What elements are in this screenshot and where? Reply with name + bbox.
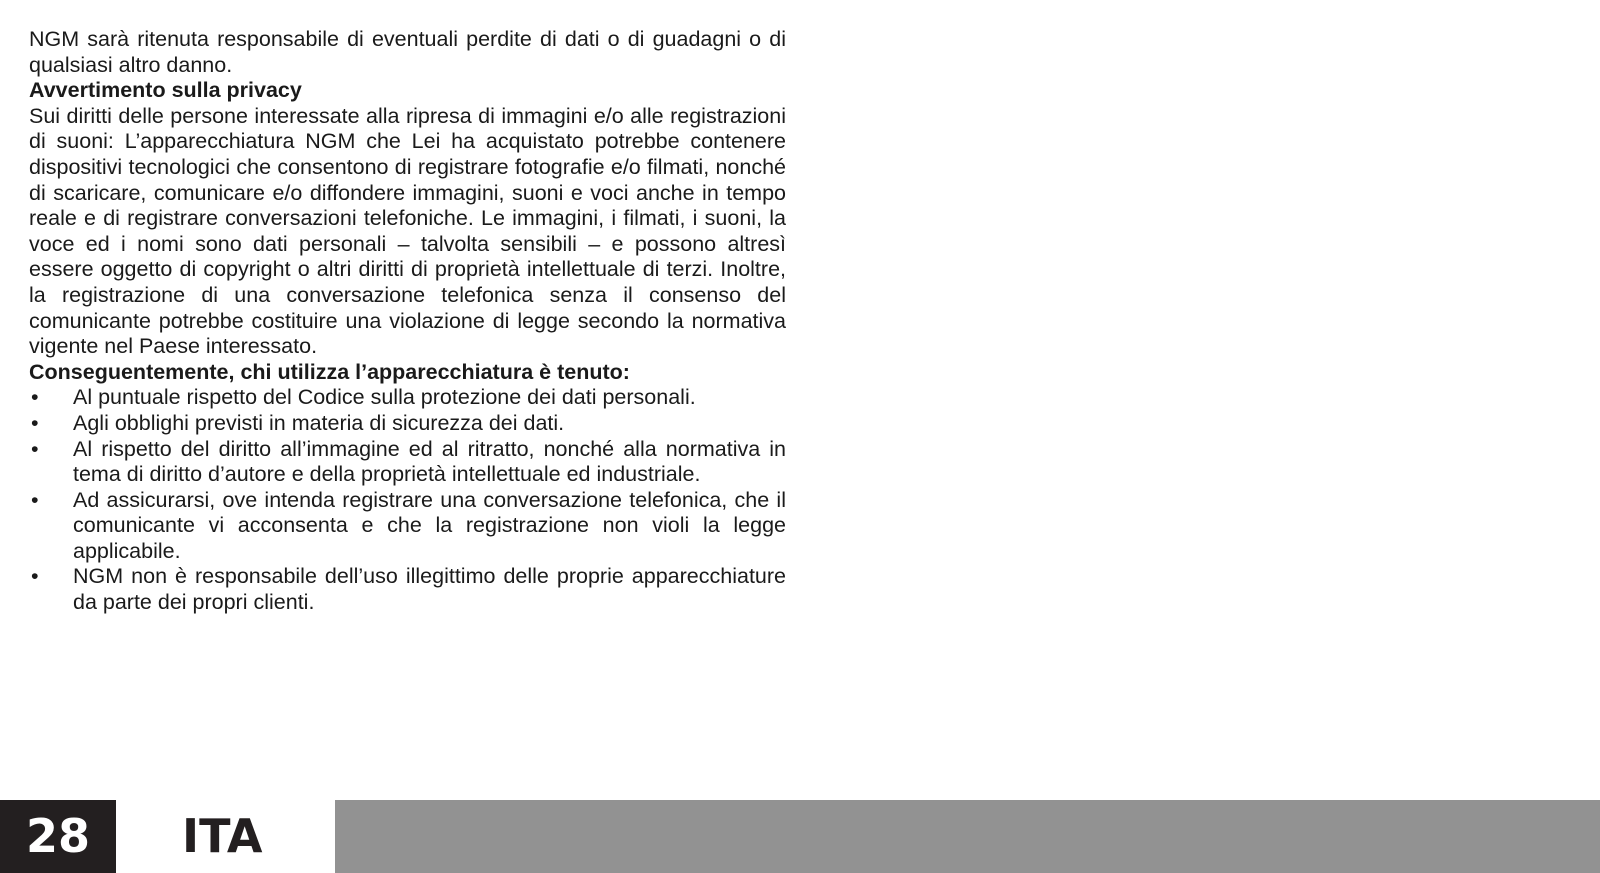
bullet-icon: •: [31, 410, 39, 435]
list-item: [29, 385, 786, 411]
list-item-text: Agli obblighi previsti in materia di sicurezza dei dati.: [73, 410, 565, 435]
bullet-icon: •: [31, 487, 39, 512]
page-number: 28: [0, 800, 116, 873]
list-item-text: Al rispetto del diritto all’immagine ed al ritratto, nonché alla normativa in tema di diritto d’autore e della proprietà intellettuale ed industriale.: [73, 436, 786, 487]
obligations-list: [29, 385, 786, 615]
list-item: [29, 411, 786, 437]
language-label: ITA: [182, 809, 263, 863]
list-item: [29, 437, 786, 488]
bullet-icon: •: [31, 564, 39, 589]
footer-bar: [335, 800, 1600, 873]
list-item-text: NGM non è responsabile dell’uso illegittimo delle proprie apparecchiature da parte dei propri clienti.: [73, 564, 786, 615]
intro-paragraph: NGM sarà ritenuta responsabile di eventuali perdite di dati o di guadagni o di qualsiasi altro danno.: [29, 27, 786, 77]
privacy-heading: Avvertimento sulla privacy: [29, 78, 302, 103]
bullet-icon: •: [31, 385, 39, 410]
list-item: [29, 488, 786, 565]
document-body: [29, 27, 786, 616]
bullet-icon: •: [31, 436, 39, 461]
list-item: [29, 564, 786, 615]
obligations-heading: Conseguentemente, chi utilizza l’apparecchiatura è tenuto:: [29, 359, 630, 384]
list-item-text: Ad assicurarsi, ove intenda registrare una conversazione telefonica, che il comunicante vi acconsenta e che la registrazione non violi la legge applicabile.: [73, 487, 786, 563]
list-item-text: Al puntuale rispetto del Codice sulla protezione dei dati personali.: [73, 385, 696, 410]
privacy-paragraph: Sui diritti delle persone interessate alla ripresa di immagini e/o alle registrazioni di suoni: L’apparecchiatura NGM che Lei ha acquistato potrebbe contenere dispositivi tecnologici che consentono di registrare fotografie e/o filmati, nonché di scaricare, comunicare e/o diffondere immagini, suoni e voci anche in tempo reale e di registrare conversazioni telefoniche. Le immagini, i filmati, i suoni, la voce ed i nomi sono dati personali – talvolta sensibili – e possono altresì essere oggetto di copyright o altri diritti di proprietà intellettuale di terzi. Inoltre, la registrazione di una conversazione telefonica senza il consenso del comunicante potrebbe costituire una violazione di legge secondo la normativa vigente nel Paese interessato.: [29, 103, 786, 359]
